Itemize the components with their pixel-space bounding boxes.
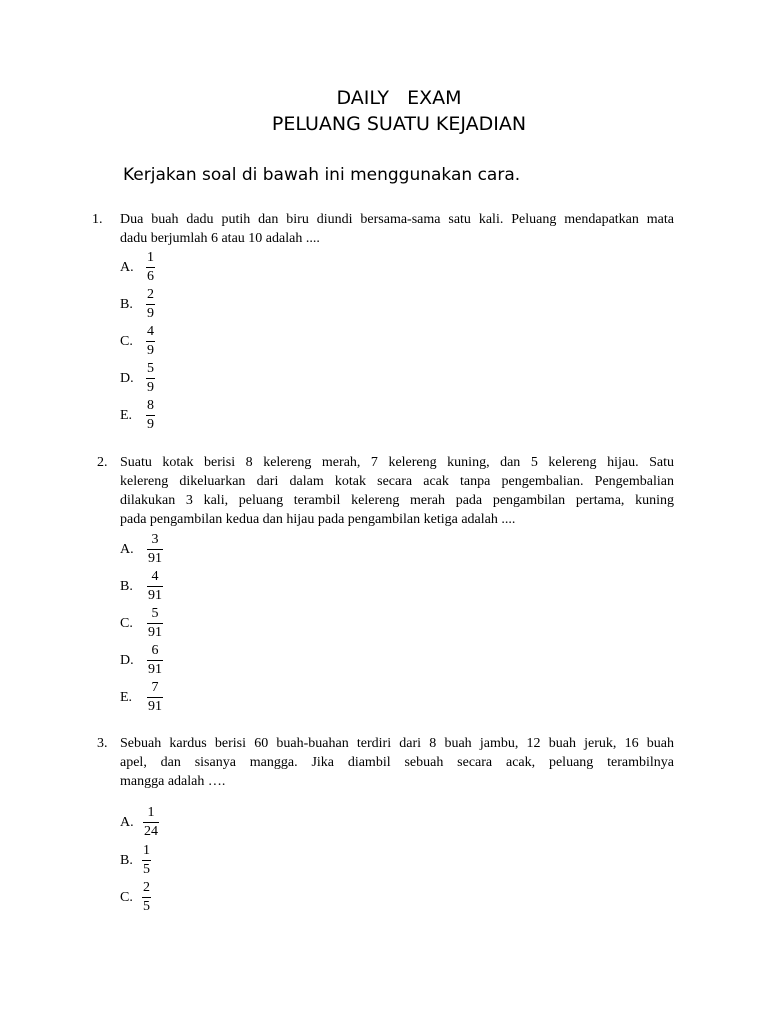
instruction-text: Kerjakan soal di bawah ini menggunakan cara. <box>123 165 521 185</box>
question-1-line-1: Dua buah dadu putih dan biru diundi bersama-sama satu kali. Peluang mendapatkan mata <box>120 212 674 227</box>
fraction-denominator: 24 <box>144 824 158 839</box>
fraction-numerator: 5 <box>146 361 155 379</box>
fraction-denominator: 9 <box>147 306 154 321</box>
option-fraction <box>147 532 163 567</box>
question-2-line-2: kelereng dikeluarkan dari dalam kotak secara acak tanpa pengembalian. Pengembalian <box>120 474 674 489</box>
question-3-line-3: mangga adalah …. <box>120 774 226 789</box>
fraction-denominator: 91 <box>148 625 162 640</box>
question-1-text <box>120 210 674 248</box>
fraction-denominator: 91 <box>148 588 162 603</box>
fraction-denominator: 9 <box>147 380 154 395</box>
option-letter: C. <box>120 334 133 349</box>
exam-subtitle: PELUANG SUATU KEJADIAN <box>271 113 527 135</box>
question-2-number: 2. <box>97 455 108 470</box>
option-letter: B. <box>120 579 133 594</box>
option-letter: A. <box>120 815 134 830</box>
question-2-line-3: dilakukan 3 kali, peluang terambil kelereng merah pada pengambilan pertama, kuning <box>120 493 674 508</box>
option-fraction <box>146 324 155 359</box>
fraction-numerator: 5 <box>147 606 163 624</box>
exam-title: DAILY EXAM <box>336 87 462 109</box>
option-fraction <box>146 287 155 322</box>
option-letter: A. <box>120 542 134 557</box>
fraction-denominator: 9 <box>147 417 154 432</box>
option-letter: C. <box>120 890 133 905</box>
fraction-denominator: 5 <box>143 862 150 877</box>
question-2-line-4: pada pengambilan kedua dan hijau pada pengambilan ketiga adalah .... <box>120 512 516 527</box>
question-1-number: 1. <box>92 212 103 227</box>
fraction-denominator: 9 <box>147 343 154 358</box>
option-letter: C. <box>120 616 133 631</box>
option-fraction <box>143 805 159 840</box>
fraction-numerator: 6 <box>147 643 163 661</box>
fraction-denominator: 91 <box>148 699 162 714</box>
option-fraction <box>146 361 155 396</box>
question-2-line-1: Suatu kotak berisi 8 kelereng merah, 7 kelereng kuning, dan 5 kelereng hijau. Satu <box>120 455 674 470</box>
option-fraction <box>146 250 155 285</box>
fraction-numerator: 1 <box>143 805 159 823</box>
option-letter: B. <box>120 853 133 868</box>
option-fraction <box>146 398 155 433</box>
fraction-numerator: 3 <box>147 532 163 550</box>
option-letter: E. <box>120 408 133 423</box>
fraction-denominator: 91 <box>148 662 162 677</box>
option-letter: E. <box>120 690 133 705</box>
option-fraction <box>147 643 163 678</box>
fraction-denominator: 91 <box>148 551 162 566</box>
option-fraction <box>142 843 151 878</box>
fraction-numerator: 1 <box>146 250 155 268</box>
fraction-numerator: 2 <box>142 880 151 898</box>
question-3-line-2: apel, dan sisanya mangga. Jika diambil sebuah secara acak, peluang terambilnya <box>120 755 674 770</box>
question-3-text <box>120 734 674 791</box>
fraction-denominator: 6 <box>147 269 154 284</box>
option-letter: B. <box>120 297 133 312</box>
question-3-line-1: Sebuah kardus berisi 60 buah-buahan terdiri dari 8 buah jambu, 12 buah jeruk, 16 buah <box>120 736 674 751</box>
option-fraction <box>147 606 163 641</box>
question-2-text <box>120 453 674 529</box>
option-fraction <box>147 569 163 604</box>
option-fraction <box>142 880 151 915</box>
fraction-numerator: 7 <box>147 680 163 698</box>
question-1-line-2: dadu berjumlah 6 atau 10 adalah .... <box>120 231 320 246</box>
fraction-numerator: 4 <box>146 324 155 342</box>
option-fraction <box>147 680 163 715</box>
fraction-denominator: 5 <box>143 899 150 914</box>
question-3-number: 3. <box>97 736 108 751</box>
fraction-numerator: 1 <box>142 843 151 861</box>
option-letter: D. <box>120 371 134 386</box>
fraction-numerator: 4 <box>147 569 163 587</box>
option-letter: A. <box>120 260 134 275</box>
fraction-numerator: 8 <box>146 398 155 416</box>
option-letter: D. <box>120 653 134 668</box>
fraction-numerator: 2 <box>146 287 155 305</box>
